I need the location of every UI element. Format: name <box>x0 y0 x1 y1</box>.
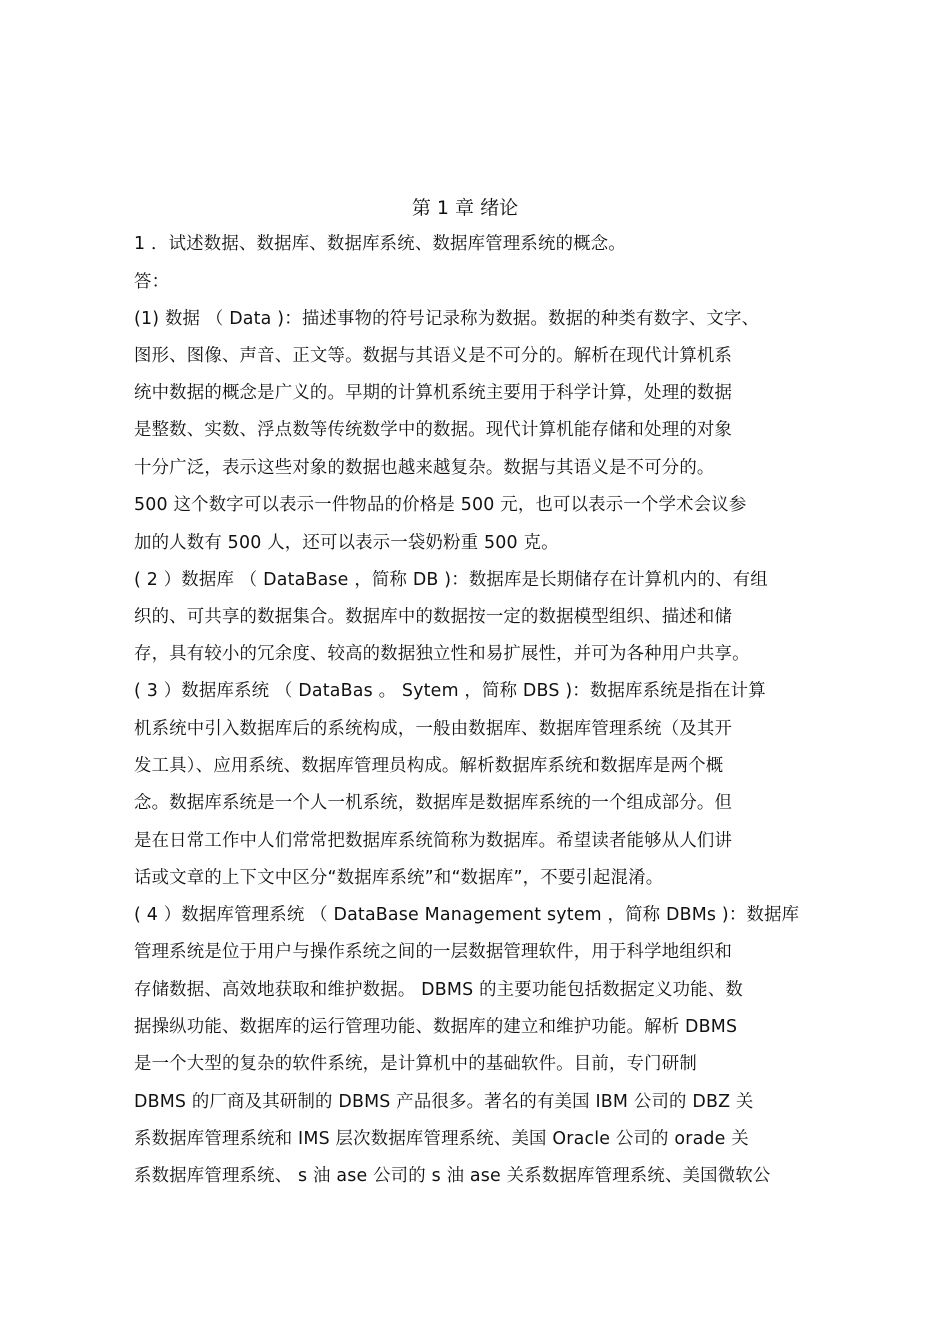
body-line: ( 3 ）数据库系统 （ DataBas 。 Sytem ，简称 DBS )：数据库系统是指在计算 <box>134 681 766 701</box>
body-line: ( 4 ）数据库管理系统 （ DataBase Management sytem ，简称 DBMs )：数据库 <box>134 905 800 925</box>
body-line: 是整数、实数、浮点数等传统数学中的数据。现代计算机能存储和处理的对象 <box>134 420 733 440</box>
body-line: ( 2 ）数据库 （ DataBase ，简称 DB )：数据库是长期储存在计算机内的、有组 <box>134 570 768 590</box>
body-line: 据操纵功能、数据库的运行管理功能、数据库的建立和维护功能。解析 DBMS <box>134 1017 738 1037</box>
body-line: 是在日常工作中人们常常把数据库系统简称为数据库。希望读者能够从人们讲 <box>134 831 733 851</box>
body-line: 存，具有较小的冗余度、较高的数据独立性和易扩展性，并可为各种用户共享。 <box>134 644 750 664</box>
answer-label: 答： <box>134 272 170 292</box>
body-line: (1) 数据 （ Data )：描述事物的符号记录称为数据。数据的种类有数字、文字、 <box>134 309 760 329</box>
body-line: 念。数据库系统是一个人一机系统，数据库是数据库系统的一个组成部分。但 <box>134 793 733 813</box>
chapter-title: 第 1 章 绪论 <box>411 197 519 219</box>
body-line: 存储数据、高效地获取和维护数据。 DBMS 的主要功能包括数据定义功能、数 <box>134 980 743 1000</box>
body-line: 话或文章的上下文中区分“数据库系统”和“数据库”，不要引起混淆。 <box>134 868 664 888</box>
body-line: 机系统中引入数据库后的系统构成，一般由数据库、数据库管理系统（及其开 <box>134 719 733 739</box>
body-line: 十分广泛，表示这些对象的数据也越来越复杂。数据与其语义是不可分的。 <box>134 458 715 478</box>
body-line: 是一个大型的复杂的软件系统，是计算机中的基础软件。目前，专门研制 <box>134 1054 697 1074</box>
question-text: 1 ．试述数据、数据库、数据库系统、数据库管理系统的概念。 <box>134 234 626 254</box>
body-line: 加的人数有 500 人，还可以表示一袋奶粉重 500 克。 <box>134 533 559 553</box>
body-line: 织的、可共享的数据集合。数据库中的数据按一定的数据模型组织、描述和储 <box>134 607 733 627</box>
body-line: 图形、图像、声音、正文等。数据与其语义是不可分的。解析在现代计算机系 <box>134 346 733 366</box>
body-line: 统中数据的概念是广义的。早期的计算机系统主要用于科学计算，处理的数据 <box>134 383 733 403</box>
body-line: 发工具）、应用系统、数据库管理员构成。解析数据库系统和数据库是两个概 <box>134 756 724 776</box>
body-line: DBMS 的厂商及其研制的 DBMS 产品很多。著名的有美国 IBM 公司的 DBZ 关 <box>134 1092 754 1112</box>
body-line: 系数据库管理系统和 IMS 层次数据库管理系统、美国 Oracle 公司的 orade 关 <box>134 1129 749 1149</box>
body-line: 系数据库管理系统、 s 油 ase 公司的 s 油 ase 关系数据库管理系统、美国微软公 <box>134 1166 771 1186</box>
body-line: 管理系统是位于用户与操作系统之间的一层数据管理软件，用于科学地组织和 <box>134 942 733 962</box>
body-line: 500 这个数字可以表示一件物品的价格是 500 元，也可以表示一个学术会议参 <box>134 495 747 515</box>
